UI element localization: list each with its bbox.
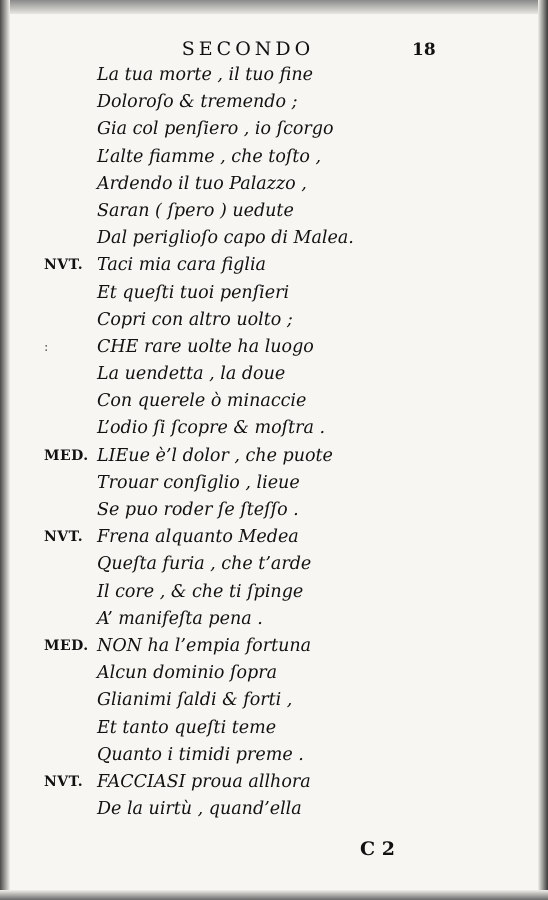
running-head: SECONDO — [181, 38, 315, 60]
verse-line — [0, 633, 548, 660]
verse-text: Il core , & che ti ſpinge — [97, 581, 304, 602]
verse-line — [0, 742, 548, 769]
speaker-label: NVT. — [44, 257, 84, 274]
verse-line — [0, 606, 548, 633]
verse-line — [0, 361, 548, 388]
margin-mark: : — [44, 339, 49, 355]
verse-line — [0, 307, 548, 334]
verse-line — [0, 715, 548, 742]
verse-line — [0, 443, 548, 470]
page-edge-bottom — [0, 890, 548, 900]
verse-line — [0, 198, 548, 225]
verse-text: Saran ( ſpero ) uedute — [97, 200, 294, 221]
speaker-label: MED. — [44, 447, 89, 464]
verse-text: Taci mia cara figlia — [97, 255, 266, 276]
verse-text: Dal periglioſo capo di Malea. — [97, 228, 354, 249]
verse-text: La tua morte , il tuo fine — [97, 65, 313, 85]
verse-line — [0, 660, 548, 687]
verse-line — [0, 225, 548, 252]
verse-line — [0, 62, 548, 89]
verse-text: Et queſti tuoi penſieri — [97, 282, 290, 303]
verse-text: La uendetta , la doue — [97, 364, 286, 385]
verse-text: Queſta furia , che t’arde — [97, 554, 312, 575]
verse-line — [0, 415, 548, 442]
verse-text: Se puo roder ſe ſteſſo . — [97, 500, 299, 520]
page-number: 18 — [412, 40, 436, 60]
verse-line — [0, 470, 548, 497]
verse-text: Doloroſo & tremendo ; — [97, 92, 298, 113]
speaker-label: MED. — [44, 637, 89, 654]
verse-line — [0, 171, 548, 198]
verse-text: De la uirtù , quand’ella — [97, 799, 302, 820]
verse-line — [0, 579, 548, 606]
verse-line — [0, 280, 548, 307]
verse-text: Frena alquanto Medea — [97, 527, 299, 548]
verse-line — [0, 144, 548, 171]
verse-text: Quanto i timidi preme . — [97, 744, 304, 765]
verse-line — [0, 252, 548, 279]
verse-text: Trouar conſiglio , lieue — [97, 472, 300, 493]
verse-text: CHE rare uolte ha luogo — [97, 336, 314, 357]
verse-text: FACCIASI proua allhora — [97, 771, 311, 792]
verse-text: Glianimi ſaldi & forti , — [97, 690, 293, 711]
verse-text: Alcun dominio ſopra — [97, 663, 278, 684]
verse-line — [0, 524, 548, 551]
verse-text: Con querele ò minaccie — [97, 391, 307, 412]
verse-text: L’odio ſi ſcopre & moſtra . — [97, 418, 326, 439]
verse-line — [0, 89, 548, 116]
verse-line — [0, 388, 548, 415]
speaker-label: NVT. — [44, 529, 84, 546]
verse-text: L’alte fiamme , che toſto , — [97, 146, 322, 167]
verse-line — [0, 551, 548, 578]
speaker-label: NVT. — [44, 773, 84, 790]
verse-text: Gia col penſiero , io ſcorgo — [97, 119, 334, 140]
verse-text: Copri con altro uolto ; — [97, 309, 293, 330]
verse-text: A’ manifeſta pena . — [97, 608, 263, 629]
verse-text: LIEue è’l dolor , che puote — [97, 445, 333, 466]
verse-line — [0, 497, 548, 524]
verse-line — [0, 334, 548, 361]
signature-mark: C 2 — [360, 838, 395, 860]
page-edge-top — [0, 0, 548, 14]
verse-line — [0, 116, 548, 143]
verse-line — [0, 796, 548, 823]
verse-line — [0, 769, 548, 796]
verse-block — [0, 62, 548, 823]
verse-text: NON ha l’empia fortuna — [97, 635, 312, 656]
verse-text: Et tanto queſti teme — [97, 717, 277, 738]
verse-line — [0, 687, 548, 714]
verse-text: Ardendo il tuo Palazzo , — [97, 173, 307, 194]
